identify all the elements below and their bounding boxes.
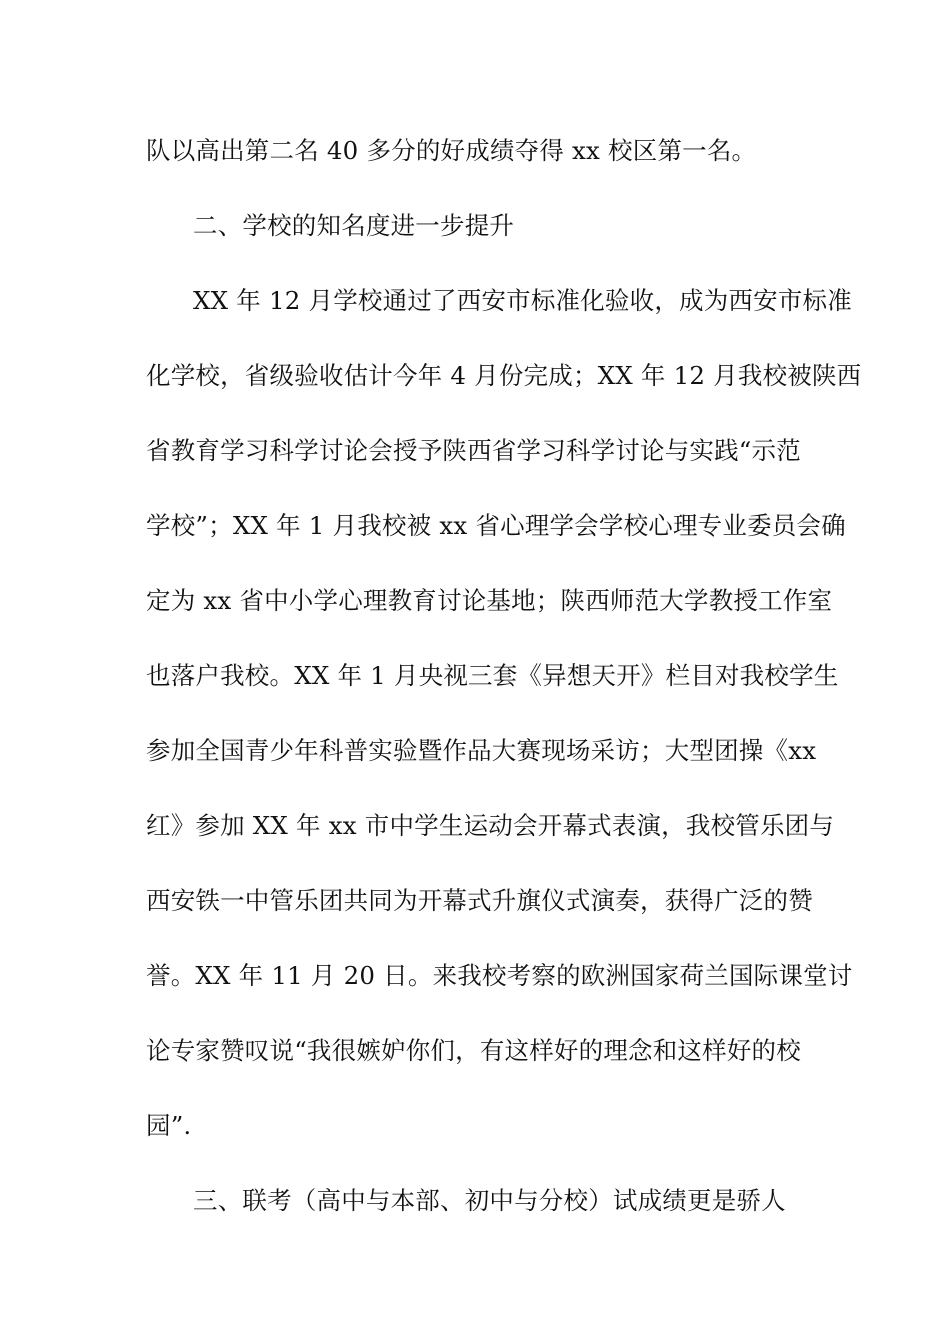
section-heading: 三、联考（高中与本部、初中与分校）试成绩更是骄人 xyxy=(193,1186,786,1215)
body-text-line: 也落户我校。XX 年 1 月央视三套《异想天开》栏目对我校学生 xyxy=(146,661,839,690)
body-text-line: 省教育学习科学讨论会授予陕西省学习科学讨论与实践“示范 xyxy=(146,436,801,465)
body-text-line: 园”. xyxy=(146,1111,192,1140)
body-text-line: 学校”；XX 年 1 月我校被 xx 省心理学会学校心理专业委员会确 xyxy=(146,511,846,540)
body-text-line: 誉。XX 年 11 月 20 日。来我校考察的欧洲国家荷兰国际课堂讨 xyxy=(146,961,853,990)
body-text-line: 论专家赞叹说“我很嫉妒你们，有这样好的理念和这样好的校 xyxy=(146,1036,801,1065)
body-text-line: 红》参加 XX 年 xx 市中学生运动会开幕式表演，我校管乐团与 xyxy=(146,811,835,840)
section-heading: 二、学校的知名度进一步提升 xyxy=(193,211,515,240)
body-text-line: 队以高出第二名 40 多分的好成绩夺得 xx 校区第一名。 xyxy=(146,136,757,165)
body-text-line: 西安铁一中管乐团共同为开幕式升旗仪式演奏，获得广泛的赞 xyxy=(146,886,813,915)
body-text-line: 参加全国青少年科普实验暨作品大赛现场采访；大型团操《xx xyxy=(146,736,817,765)
body-text-line: XX 年 12 月学校通过了西安市标准化验收，成为西安市标准 xyxy=(193,286,852,315)
body-text-line: 化学校，省级验收估计今年 4 月份完成；XX 年 12 月我校被陕西 xyxy=(146,361,862,390)
body-text-line: 定为 xx 省中小学心理教育讨论基地；陕西师范大学教授工作室 xyxy=(146,586,833,615)
